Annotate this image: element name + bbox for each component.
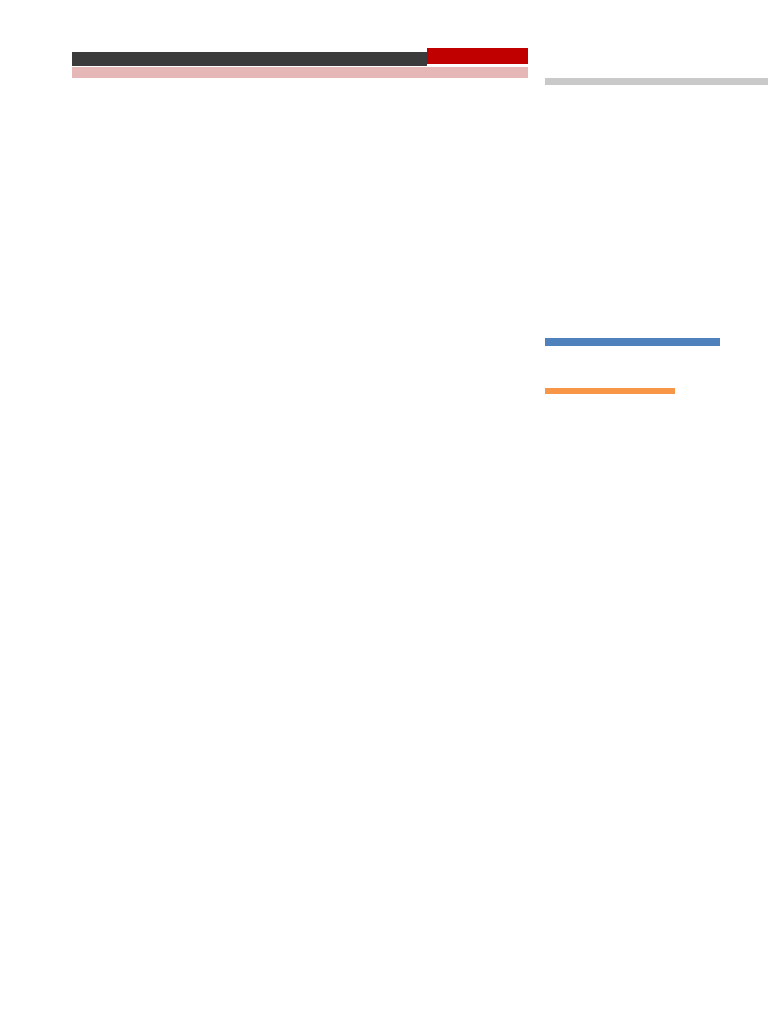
summary-box	[427, 48, 528, 64]
header-neufert	[374, 72, 402, 78]
areas-header-zona	[545, 388, 610, 394]
areas-header-total	[610, 388, 675, 394]
header-capacidad	[310, 67, 344, 78]
header-zona	[72, 67, 130, 78]
right-zona-administrativa	[545, 90, 768, 95]
right-header	[545, 78, 768, 85]
sheet-title	[72, 52, 427, 66]
table-header	[72, 67, 528, 78]
right-zone-summary	[545, 78, 768, 95]
header-n	[442, 67, 452, 78]
header-ambiente	[172, 67, 272, 78]
areas-header	[545, 388, 675, 394]
personas-title	[545, 338, 720, 346]
header-area-parcial	[402, 67, 442, 78]
header-area-total	[452, 67, 528, 78]
header-rne	[346, 72, 374, 78]
personas-table	[545, 338, 720, 346]
areas-table	[545, 388, 675, 394]
